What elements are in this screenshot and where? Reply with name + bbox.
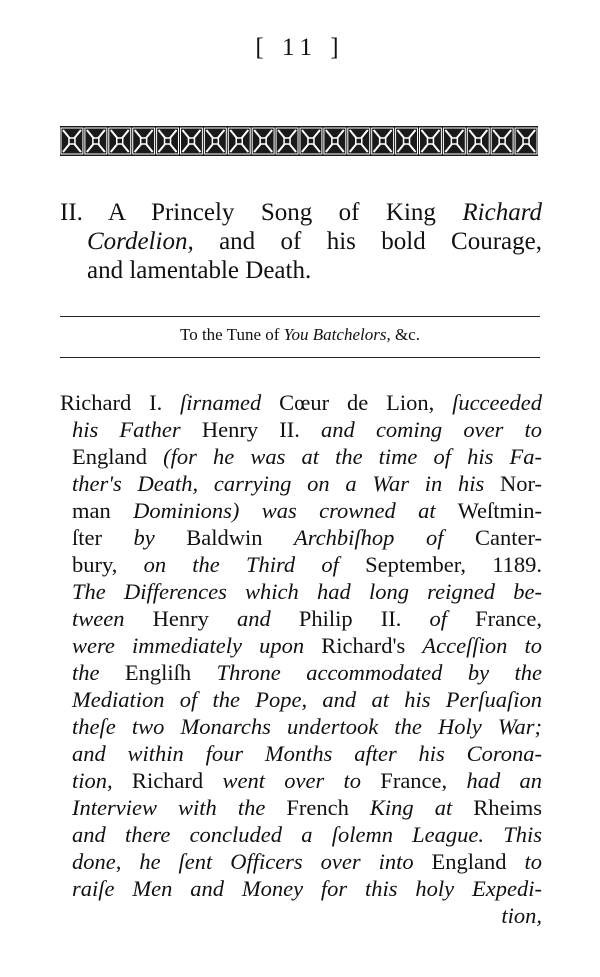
roman-text: Richard's (304, 633, 423, 658)
roman-text: man (72, 498, 134, 523)
body-line (60, 389, 542, 416)
body-line (60, 443, 542, 470)
italic-text: on the Third of (143, 552, 339, 577)
italic-text: theſe two Monarchs undertook the Holy War; (72, 714, 542, 739)
body-line (60, 713, 542, 740)
roman-text: Richard I. (60, 390, 181, 415)
italic-text: the (72, 660, 100, 685)
roman-text: Cœur de Lion, (261, 390, 453, 415)
title-number: II. (60, 199, 83, 226)
body-line (60, 794, 542, 821)
roman-text: Henry (124, 606, 237, 631)
body-line (60, 767, 542, 794)
roman-text: Rheims (452, 795, 542, 820)
page-number: [ 11 ] (255, 34, 345, 61)
italic-text: done, he ſent Officers over into (72, 849, 414, 874)
italic-text: to (524, 849, 543, 874)
roman-text: bury, (72, 552, 144, 577)
italic-text: and within four Months after his Corona- (72, 741, 542, 766)
italic-text: (for he was at the time of his Fa- (163, 444, 542, 469)
body-text (60, 389, 542, 929)
italic-text: Mediation of the Pope, and at his Perſuaſion (72, 687, 542, 712)
tune-prefix: To the Tune of (180, 325, 280, 344)
title-line-1 (60, 198, 542, 227)
body-line (60, 524, 542, 551)
italic-text: tween (72, 606, 125, 631)
roman-text: Philip II. (270, 606, 430, 631)
title-line-2 (60, 227, 542, 256)
roman-text: France, (447, 606, 543, 631)
italic-text: and (236, 606, 271, 631)
italic-text: tion, (501, 903, 542, 928)
tune-line (60, 325, 540, 345)
italic-text: and coming over to (321, 417, 543, 442)
title-italic-richard: Richard (462, 199, 542, 226)
italic-text: were immediately upon (72, 633, 305, 658)
roman-text: Canter- (443, 525, 542, 550)
title-line-3: and lamentable Death. (87, 257, 312, 284)
italic-text: Archbiſhop of (294, 525, 444, 550)
italic-text: and there concluded a ſolemn League. This (72, 822, 542, 847)
italic-text: raiſe Men and Money for this holy Expedi- (72, 876, 542, 901)
italic-text: ſirnamed (180, 390, 262, 415)
title-text-1: A Princely Song of King (107, 199, 436, 226)
ornament-band (60, 126, 538, 156)
italic-text: Interview with the (72, 795, 266, 820)
tune-name: You Batchelors, (283, 325, 391, 344)
italic-text: Dominions) was crowned at (133, 498, 436, 523)
roman-text: ſter (72, 525, 134, 550)
body-line (60, 551, 542, 578)
roman-text: Richard (112, 768, 223, 793)
italic-text: Throne accommodated by the (216, 660, 542, 685)
body-line (60, 632, 542, 659)
body-line (60, 470, 542, 497)
body-line (60, 848, 542, 875)
body-line (60, 659, 542, 686)
roman-text: Henry II. (180, 417, 322, 442)
rule-top (60, 316, 540, 317)
body-line (60, 578, 542, 605)
italic-text: ſucceeded (452, 390, 542, 415)
body-line (60, 416, 542, 443)
song-title (60, 198, 542, 285)
body-line (60, 902, 542, 929)
italic-text: ther's Death, carrying on a War in his (72, 471, 485, 496)
body-line (60, 821, 542, 848)
roman-text: French (265, 795, 370, 820)
roman-text: Engliſh (99, 660, 217, 685)
roman-text: Weſtmin- (435, 498, 542, 523)
italic-text: by (133, 525, 155, 550)
roman-text: France, (361, 768, 467, 793)
italic-text: of (429, 606, 448, 631)
roman-text: England (72, 444, 164, 469)
roman-text: Nor- (484, 471, 542, 496)
roman-text: Baldwin (154, 525, 295, 550)
rule-bottom (60, 357, 540, 358)
body-line (60, 875, 542, 902)
italic-text: King at (369, 795, 453, 820)
italic-text: Acceſſion to (422, 633, 542, 658)
italic-text: his Father (72, 417, 181, 442)
tune-suffix: &c. (394, 325, 420, 344)
body-line (60, 740, 542, 767)
italic-text: went over to (222, 768, 362, 793)
body-line (60, 605, 542, 632)
italic-text: tion, (72, 768, 113, 793)
body-line (60, 497, 542, 524)
roman-text: September, 1189. (338, 552, 542, 577)
italic-text: The Differences which had long reigned be- (72, 579, 542, 604)
roman-text: England (413, 849, 525, 874)
title-text-2: and of his bold Courage, (219, 228, 542, 255)
italic-text: had an (466, 768, 542, 793)
title-italic-cordelion: Cordelion, (87, 228, 194, 255)
body-line (60, 686, 542, 713)
